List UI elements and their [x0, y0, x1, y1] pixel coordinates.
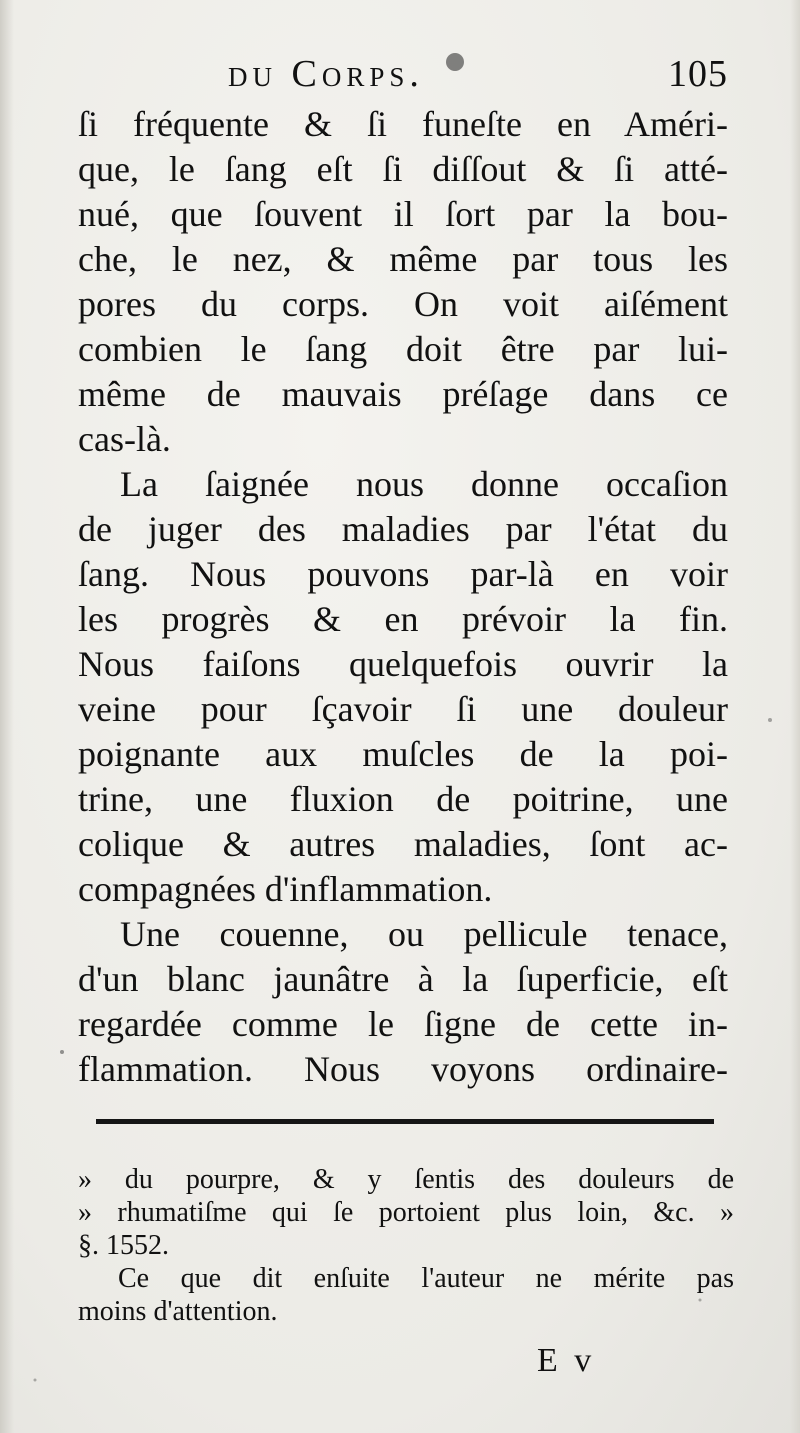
main-text	[78, 102, 728, 1092]
text-line: ſi fréquente & ſi funeſte en Améri-	[78, 104, 728, 144]
paragraph-first-line: Une couenne, ou pellicule tenace,	[120, 914, 728, 954]
text-line: flammation. Nous voyons ordinaire-	[78, 1049, 728, 1089]
page-header	[78, 52, 728, 102]
footnote-line: » du pourpre, & y ſentis des douleurs de	[78, 1164, 734, 1195]
text-line: les progrès & en prévoir la fin.	[78, 599, 728, 639]
paragraph-first-line: La ſaignée nous donne occaſion	[120, 464, 728, 504]
footnote-line: §. 1552.	[78, 1230, 169, 1261]
text-line: Nous faiſons quelquefois ouvrir la	[78, 644, 728, 684]
text-line: che, le nez, & même par tous les	[78, 239, 728, 279]
footnote-paragraph-first-line: Ce que dit enſuite l'auteur ne mérite pas	[118, 1263, 734, 1294]
signature-mark: E v	[537, 1342, 596, 1379]
footnote	[78, 1163, 734, 1328]
text-line: regardée comme le ſigne de cette in-	[78, 1004, 728, 1044]
footnote-line: moins d'attention.	[78, 1296, 278, 1327]
text-line: trine, une fluxion de poitrine, une	[78, 779, 728, 819]
footnote-divider	[96, 1119, 714, 1124]
text-line: veine pour ſçavoir ſi une douleur	[78, 689, 728, 729]
text-line: poignante aux muſcles de la poi-	[78, 734, 728, 774]
text-line: nué, que ſouvent il ſort par la bou-	[78, 194, 728, 234]
text-line: cas-là.	[78, 419, 171, 459]
text-line: ſang. Nous pouvons par-là en voir	[78, 554, 728, 594]
footnote-line: » rhumatiſme qui ſe portoient plus loin, &c. »	[78, 1197, 734, 1228]
text-line: que, le ſang eſt ſi diſſout & ſi atté-	[78, 149, 728, 189]
page-edge-shadow-left	[0, 0, 14, 1433]
text-line: compagnées d'inflammation.	[78, 869, 493, 909]
page-number: 105	[668, 53, 728, 95]
text-line: de juger des maladies par l'état du	[78, 509, 728, 549]
text-line: colique & autres maladies, ſont ac-	[78, 824, 728, 864]
running-head: du Corps.	[228, 53, 424, 95]
page-edge-shadow-right	[790, 0, 800, 1433]
text-line: même de mauvais préſage dans ce	[78, 374, 728, 414]
text-line: d'un blanc jaunâtre à la ſuperficie, eſt	[78, 959, 728, 999]
text-line: combien le ſang doit être par lui-	[78, 329, 728, 369]
text-line: pores du corps. On voit aiſément	[78, 284, 728, 324]
